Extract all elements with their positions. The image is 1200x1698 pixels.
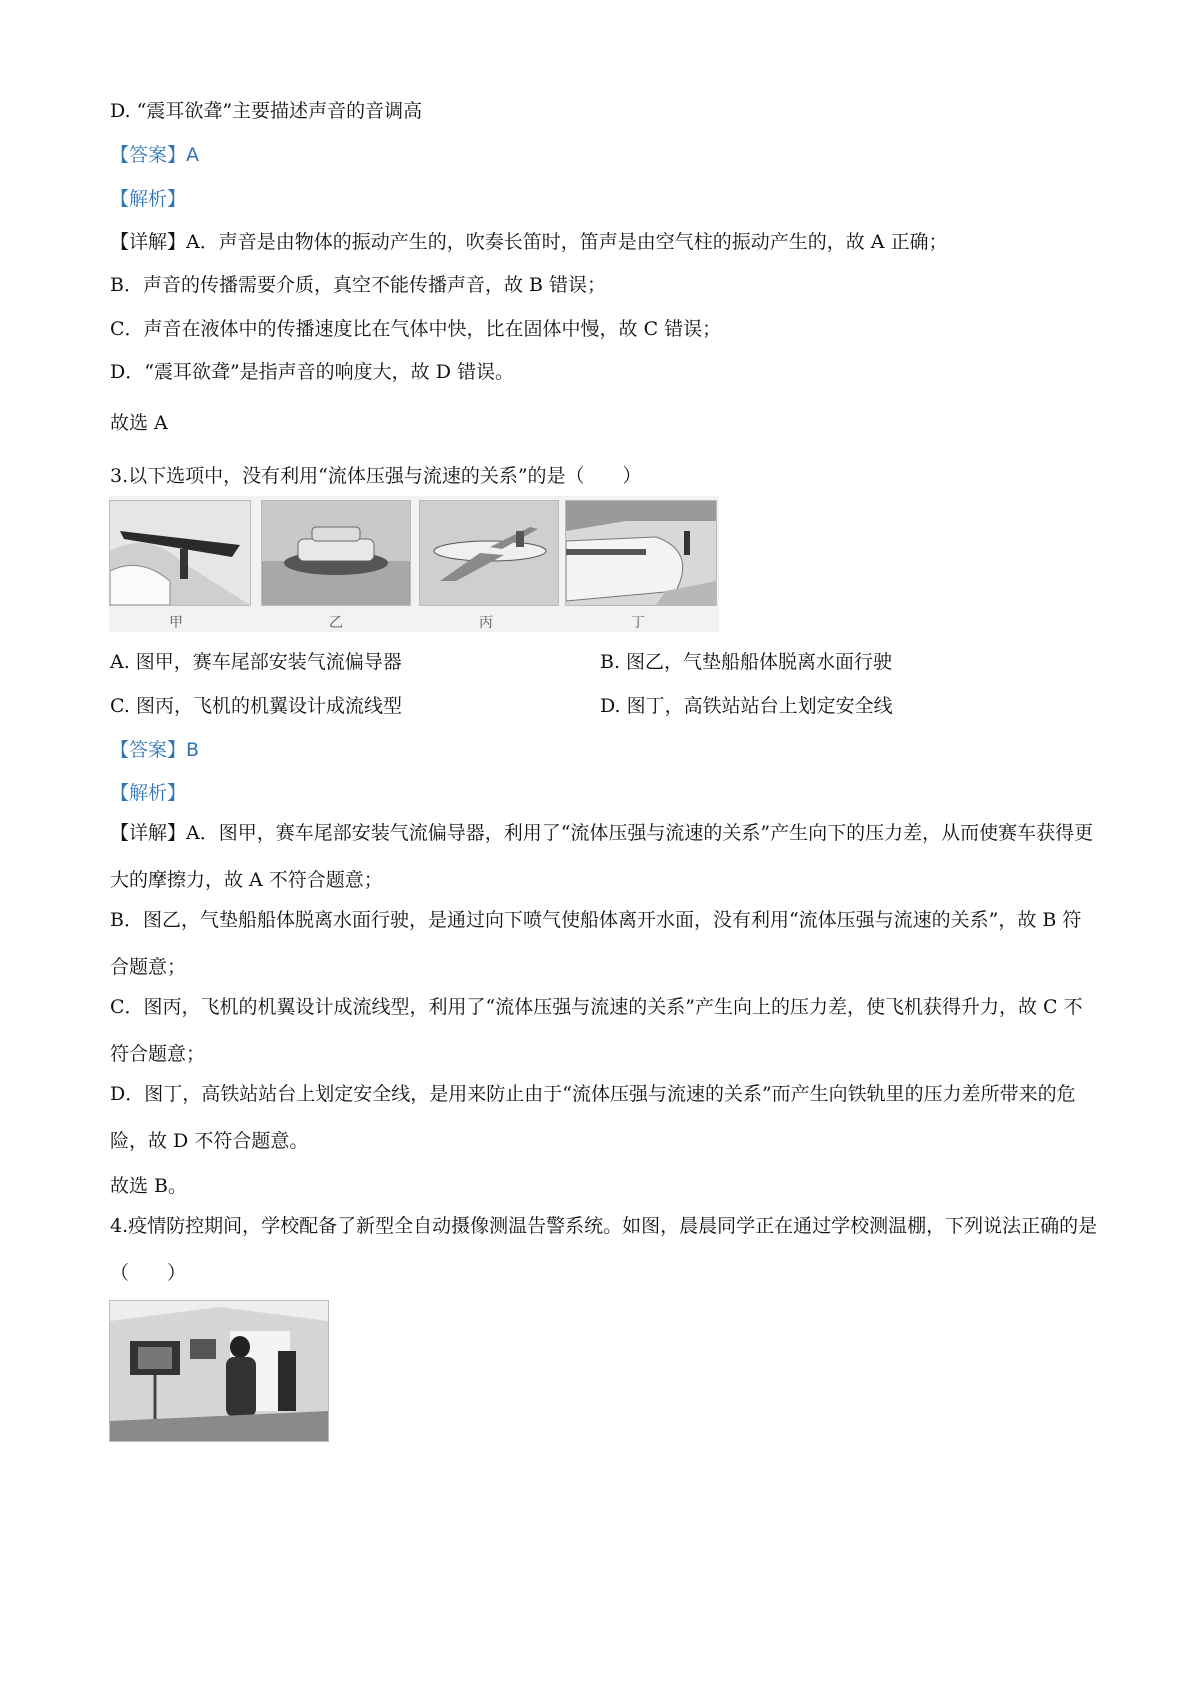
q4-stem: 4.疫情防控期间，学校配备了新型全自动摄像测温告警系统。如图，晨晨同学正在通过学校测温棚，下列说法正确的是（ ） <box>110 1215 1098 1284</box>
q2-detail-d: D．“震耳欲聋”是指声音的响度大，故 D 错误。 <box>110 361 514 383</box>
q2-conclusion: 故选 A <box>110 412 168 434</box>
photo-hovercraft <box>261 500 411 606</box>
photo-airplane <box>419 500 559 606</box>
q3-stem: 3.以下选项中，没有利用“流体压强与流速的关系”的是（ ） <box>110 465 642 487</box>
q3-detail-d: D．图丁，高铁站站台上划定安全线，是用来防止由于“流体压强与流速的关系”而产生向铁轨里的压力差所带来的危险，故 D 不符合题意。 <box>110 1083 1076 1152</box>
answer-label: 【答案】 <box>110 144 187 166</box>
answer-value: B <box>186 739 200 761</box>
photo-temperature-tent <box>109 1300 329 1442</box>
q3-analysis-label: 【解析】 <box>110 782 187 804</box>
q2-detail-b: B．声音的传播需要介质，真空不能传播声音，故 B 错误； <box>110 274 607 296</box>
photo-race-car-spoiler <box>109 500 251 606</box>
answer-label: 【答案】 <box>110 739 187 761</box>
q3-answer <box>110 735 199 762</box>
q3-option-d: D. 图丁，高铁站站台上划定安全线 <box>600 695 893 717</box>
q2-detail-c: C．声音在液体中的传播速度比在气体中快，比在固体中慢，故 C 错误； <box>110 318 722 340</box>
answer-value: A <box>186 144 200 166</box>
q3-option-a: A. 图甲，赛车尾部安装气流偏导器 <box>110 651 402 673</box>
q2-analysis-label: 【解析】 <box>110 188 187 210</box>
photo-high-speed-train <box>565 500 717 606</box>
q2-option-d: D. “震耳欲聋”主要描述声音的音调高 <box>110 100 423 122</box>
caption-yi: 乙 <box>329 615 343 631</box>
caption-bing: 丙 <box>479 615 493 631</box>
q3-detail-a: 【详解】A．图甲，赛车尾部安装气流偏导器，利用了“流体压强与流速的关系”产生向下的压力差，从而使赛车获得更大的摩擦力，故 A 不符合题意； <box>110 822 1094 891</box>
q2-detail: 【详解】A．声音是由物体的振动产生的，吹奏长笛时，笛声是由空气柱的振动产生的，故 A 正确； <box>110 231 948 253</box>
q3-option-c: C. 图丙，飞机的机翼设计成流线型 <box>110 695 402 717</box>
q2-answer <box>110 140 199 167</box>
q3-detail-b: B．图乙，气垫船船体脱离水面行驶，是通过向下喷气使船体离开水面，没有利用“流体压强与流速的关系”，故 B 符合题意； <box>110 909 1082 978</box>
caption-jia: 甲 <box>169 615 183 631</box>
q3-figure <box>109 496 719 632</box>
q3-option-b: B. 图乙，气垫船船体脱离水面行驶 <box>600 651 893 673</box>
caption-ding: 丁 <box>631 615 645 631</box>
q3-detail-c: C．图丙，飞机的机翼设计成流线型，利用了“流体压强与流速的关系”产生向上的压力差，使飞机获得升力，故 C 不符合题意； <box>110 996 1083 1065</box>
q3-conclusion: 故选 B。 <box>110 1175 188 1197</box>
